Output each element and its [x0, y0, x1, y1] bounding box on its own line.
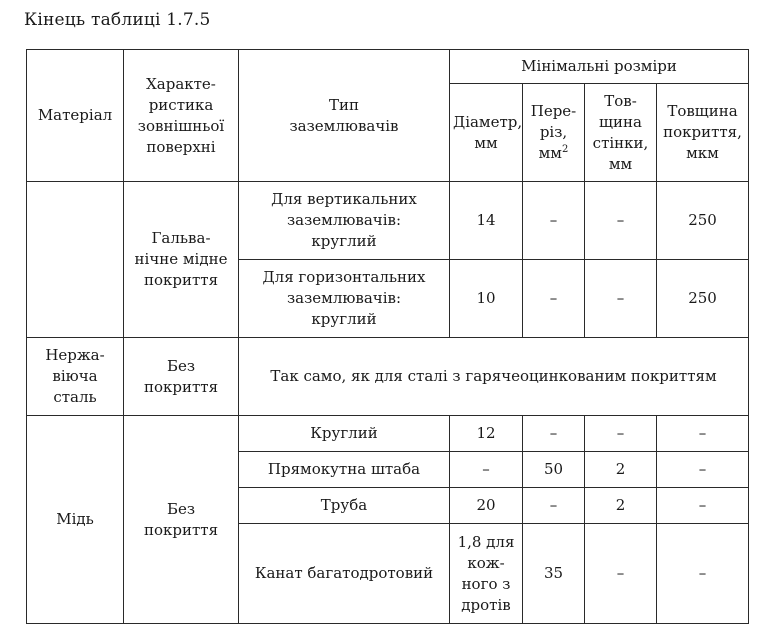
copper-row-2-diameter: –: [450, 452, 523, 488]
grounding-electrodes-table: [26, 49, 749, 624]
galvanic-row-2-coating: 250: [657, 260, 749, 338]
header-coating: Товщина покриття, мкм: [657, 84, 749, 182]
header-material: Матеріал: [27, 50, 124, 182]
copper-row-2-coating: –: [657, 452, 749, 488]
copper-row-3-diameter: 20: [450, 488, 523, 524]
header-section-sup: 2: [561, 144, 569, 155]
table-row: [27, 338, 749, 416]
copper-row-1-section: –: [523, 416, 585, 452]
header-section: [523, 84, 585, 182]
stainless-material: Нержа- віюча сталь: [27, 338, 124, 416]
copper-row-1-wall: –: [585, 416, 657, 452]
galvanic-row-1-section: –: [523, 182, 585, 260]
copper-row-4-diameter: 1,8 для кож- ного з дротів: [450, 524, 523, 624]
copper-row-4-wall: –: [585, 524, 657, 624]
header-diameter: Діаметр, мм: [450, 84, 523, 182]
galvanic-material-cell: [27, 182, 124, 338]
header-wall: Тов- щина стінки, мм: [585, 84, 657, 182]
copper-row-4-coating: –: [657, 524, 749, 624]
copper-row-3-section: –: [523, 488, 585, 524]
table-row: [27, 416, 749, 452]
copper-row-3-type: Труба: [239, 488, 450, 524]
table-row: [27, 182, 749, 260]
copper-row-3-wall: 2: [585, 488, 657, 524]
copper-row-4-section: 35: [523, 524, 585, 624]
table-caption: Кінець таблиці 1.7.5: [24, 10, 211, 30]
header-type: Тип заземлювачів: [239, 50, 450, 182]
galvanic-row-1-wall: –: [585, 182, 657, 260]
galvanic-row-1-coating: 250: [657, 182, 749, 260]
stainless-surface: Без покриття: [124, 338, 239, 416]
header-surface: Характе- ристика зовнішньої поверхні: [124, 50, 239, 182]
header-min-sizes: Мінімальні розміри: [450, 50, 749, 84]
copper-row-3-coating: –: [657, 488, 749, 524]
copper-row-1-diameter: 12: [450, 416, 523, 452]
header-section-text: Пере- різ, мм: [530, 102, 577, 162]
copper-row-2-type: Прямокутна штаба: [239, 452, 450, 488]
copper-row-4-type: Канат багатодротовий: [239, 524, 450, 624]
galvanic-surface: Гальва- нічне мідне покриття: [124, 182, 239, 338]
galvanic-row-2-section: –: [523, 260, 585, 338]
copper-row-1-coating: –: [657, 416, 749, 452]
galvanic-row-1-diameter: 14: [450, 182, 523, 260]
copper-material: Мідь: [27, 416, 124, 624]
galvanic-row-1-type: Для вертикальних заземлювачів: круглий: [239, 182, 450, 260]
galvanic-row-2-type: Для горизонтальних заземлювачів: круглий: [239, 260, 450, 338]
copper-row-2-section: 50: [523, 452, 585, 488]
stainless-note: Так само, як для сталі з гарячеоцинкованим покриттям: [239, 338, 749, 416]
galvanic-row-2-wall: –: [585, 260, 657, 338]
copper-row-2-wall: 2: [585, 452, 657, 488]
copper-row-1-type: Круглий: [239, 416, 450, 452]
copper-surface: Без покриття: [124, 416, 239, 624]
galvanic-row-2-diameter: 10: [450, 260, 523, 338]
